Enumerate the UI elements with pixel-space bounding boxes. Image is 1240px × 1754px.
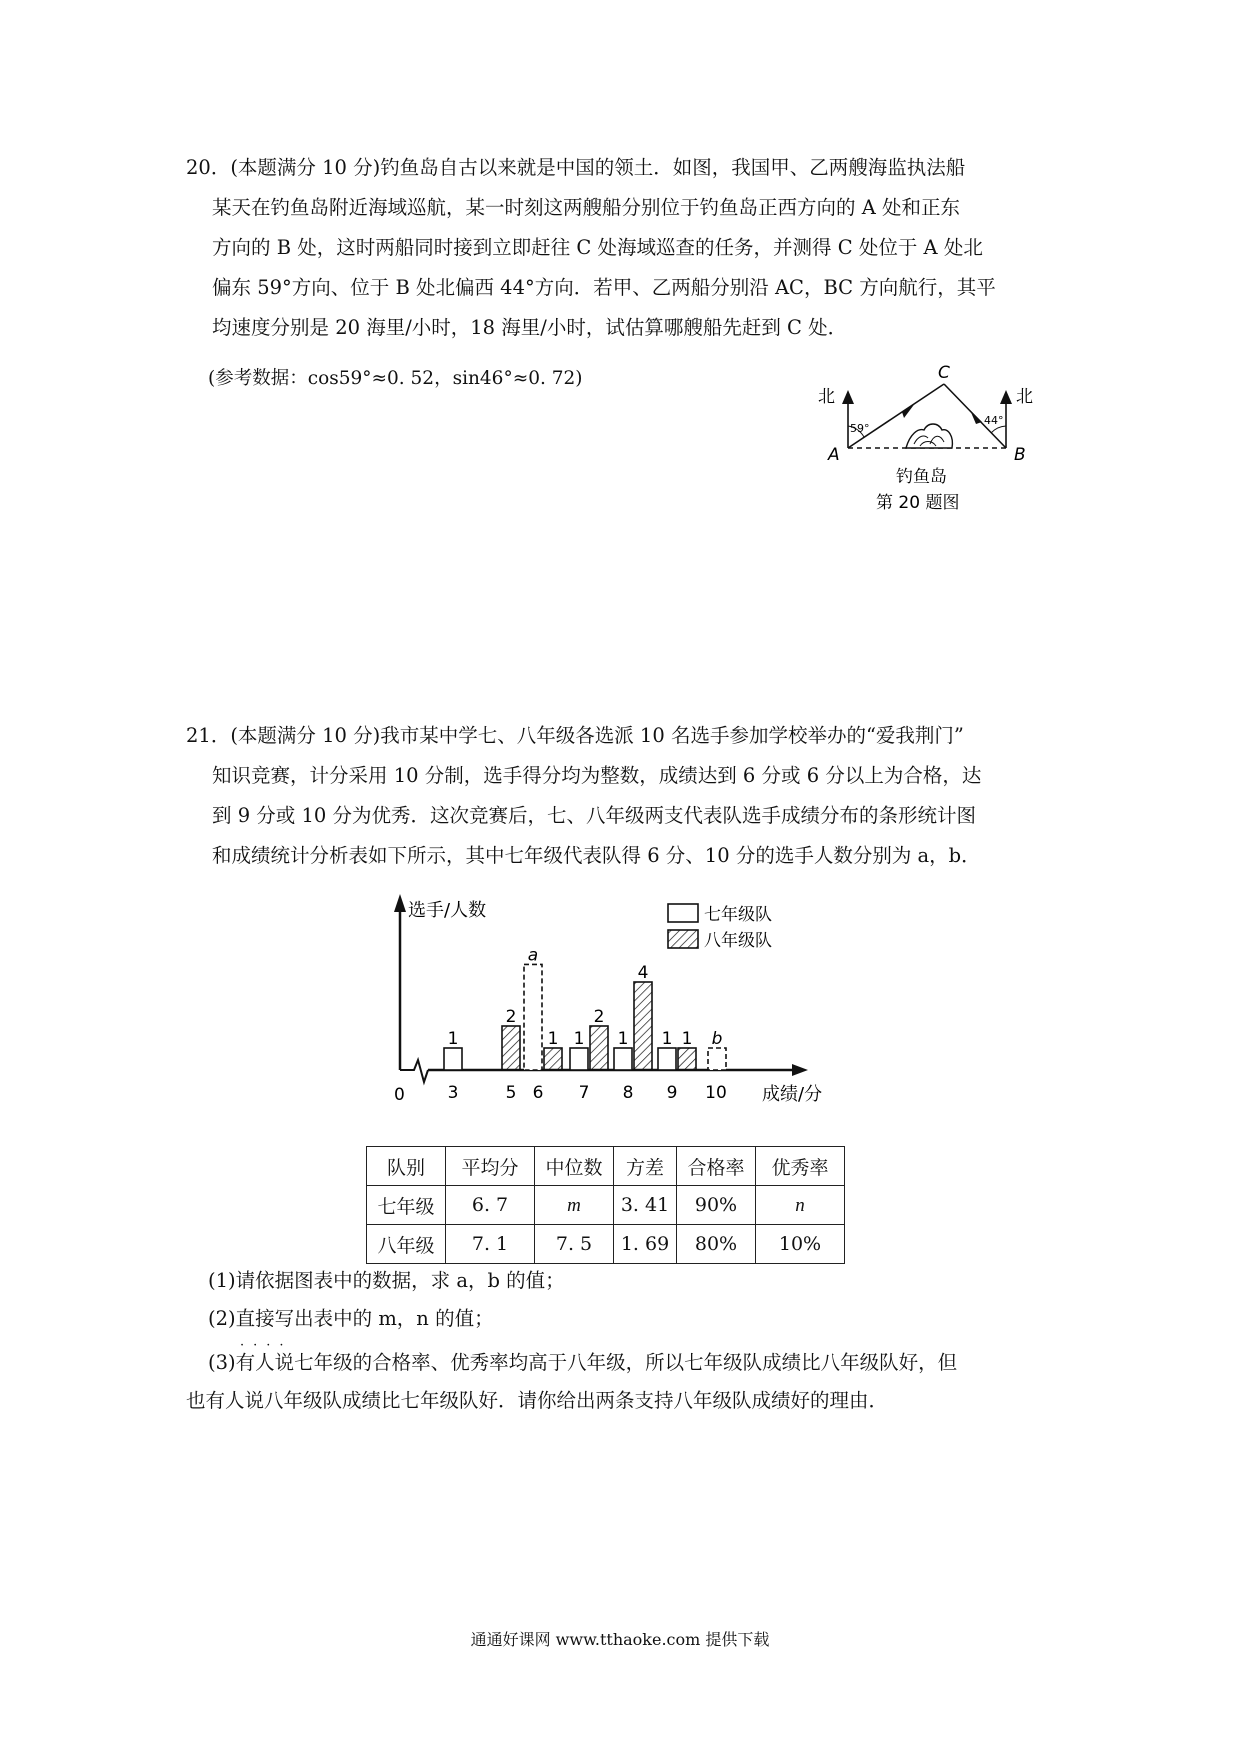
label-a: A	[828, 445, 840, 465]
bar-grade8-7	[590, 1026, 608, 1070]
table-header-cell: 队别	[367, 1147, 446, 1186]
label-b: B	[1014, 445, 1026, 465]
x-tick-label-3: 3	[447, 1083, 459, 1103]
table-cell: 10%	[756, 1225, 845, 1264]
data-label-grade7-7: 1	[573, 1029, 585, 1049]
table-header-cell: 平均分	[446, 1147, 535, 1186]
table-cell: 1. 69	[614, 1225, 677, 1264]
bar-grade8-8	[634, 982, 652, 1070]
data-label-grade8-6: 1	[547, 1029, 559, 1049]
north-label-left: 北	[818, 387, 835, 407]
x-tick-label-5: 5	[505, 1083, 517, 1103]
origin-label: 0	[394, 1085, 405, 1105]
bar-grade7-8	[614, 1048, 632, 1070]
q21-sub3-line-2: 也有人说八年级队成绩比七年级队好．请你给出两条支持八年级队成绩好的理由．	[186, 1389, 889, 1412]
grade-bar-chart	[380, 890, 840, 1120]
angle-arc-right	[991, 426, 1006, 433]
legend-swatch-grade7	[668, 904, 698, 922]
figure-caption: 第 20 题图	[876, 493, 960, 513]
north-label-right: 北	[1016, 387, 1033, 407]
bar-grade8-5	[502, 1026, 520, 1070]
legend-label-grade8: 八年级队	[704, 931, 772, 951]
legend-swatch-grade8	[668, 930, 698, 948]
y-axis-arrowhead	[394, 894, 406, 912]
bar-grade8-9	[678, 1048, 696, 1070]
q21-line-4: 和成绩统计分析表如下所示，其中七年级代表队得 6 分、10 分的选手人数分别为 a，b．	[212, 844, 981, 867]
bars-group	[444, 945, 727, 1103]
x-tick-label-6: 6	[532, 1083, 544, 1103]
bar-grade7-9	[658, 1048, 676, 1070]
data-label-grade8-5: 2	[505, 1007, 517, 1027]
x-tick-label-10: 10	[705, 1083, 727, 1103]
bar-grade8-6	[544, 1048, 562, 1070]
q21-line-3: 到 9 分或 10 分为优秀．这次竞赛后，七、八年级两支代表队选手成绩分布的条形统计图	[212, 804, 977, 827]
q21-sub3-line-1: (3)有人说七年级的合格率、优秀率均高于八年级，所以七年级队成绩比八年级队好，但	[208, 1351, 958, 1374]
table-header-cell: 中位数	[535, 1147, 614, 1186]
q20-reference-data: (参考数据：cos59°≈0. 52，sin46°≈0. 72)	[208, 368, 583, 389]
q21-line-1: 21．(本题满分 10 分)我市某中学七、八年级各选派 10 名选手参加学校举办的“爱我荆门”	[186, 724, 964, 747]
bc-direction-arrow	[970, 410, 982, 424]
data-label-grade7-3: 1	[447, 1029, 459, 1049]
table-cell-var: m	[567, 1194, 581, 1216]
angle-label-left: 59°	[850, 422, 870, 435]
data-label-grade7-10: b	[711, 1029, 723, 1049]
table-cell	[756, 1186, 845, 1225]
table-header-cell: 方差	[614, 1147, 677, 1186]
y-axis-label: 选手/人数	[408, 900, 487, 921]
q20-text	[186, 148, 996, 348]
x-axis-label: 成绩/分	[762, 1084, 823, 1105]
table-cell: 90%	[677, 1186, 756, 1225]
table-cell: 3. 41	[614, 1186, 677, 1225]
q20-line-4: 偏东 59°方向、位于 B 处北偏西 44°方向．若甲、乙两船分别沿 AC，BC 方向航行，其平	[212, 276, 996, 299]
table-cell	[535, 1186, 614, 1225]
table-row	[367, 1225, 845, 1264]
legend-label-grade7: 七年级队	[704, 905, 772, 925]
table-cell: 6. 7	[446, 1186, 535, 1225]
table-cell: 80%	[677, 1225, 756, 1264]
table-cell-var: n	[795, 1194, 805, 1216]
footer: 通通好课网 www.tthaoke.com 提供下载	[470, 1630, 770, 1649]
data-label-grade7-9: 1	[661, 1029, 673, 1049]
data-label-grade7-8: 1	[617, 1029, 629, 1049]
data-label-grade8-8: 4	[637, 963, 649, 983]
data-label-grade8-7: 2	[593, 1007, 605, 1027]
table-cell: 八年级	[367, 1225, 446, 1264]
data-label-grade7-6: a	[527, 945, 539, 966]
island-icon	[906, 424, 952, 448]
q21-sub1: (1)请依据图表中的数据，求 a，b 的值；	[208, 1269, 565, 1292]
q21-subquestions	[186, 1262, 958, 1420]
table-cell: 7. 1	[446, 1225, 535, 1264]
emphasis-dots: ····	[240, 1338, 293, 1353]
x-axis-arrowhead	[792, 1064, 808, 1076]
q20-line-3: 方向的 B 处，这时两船同时接到立即赶往 C 处海域巡查的任务，并测得 C 处位于 A 处北	[212, 236, 983, 259]
q20-line-2: 某天在钓鱼岛附近海域巡航，某一时刻这两艘船分别位于钓鱼岛正西方向的 A 处和正东	[212, 196, 960, 219]
x-tick-label-8: 8	[622, 1083, 634, 1103]
data-label-grade8-9: 1	[681, 1029, 693, 1049]
q21-text	[186, 716, 981, 876]
bar-grade7-3	[444, 1048, 462, 1070]
table-header-cell: 优秀率	[756, 1147, 845, 1186]
island-label: 钓鱼岛	[896, 467, 947, 487]
table-header-cell: 合格率	[677, 1147, 756, 1186]
bar-grade7-6	[524, 964, 542, 1070]
table-cell: 七年级	[367, 1186, 446, 1225]
q20-figure	[806, 364, 1046, 524]
north-arrowhead-right	[1000, 390, 1012, 404]
north-arrowhead-left	[842, 390, 854, 404]
q21-sub2: (2)直接写出表中的 m，n 的值；	[208, 1307, 494, 1330]
angle-label-right: 44°	[984, 414, 1004, 427]
label-c: C	[938, 364, 950, 383]
x-axis-break	[400, 1060, 428, 1082]
q20-line-1: 20．(本题满分 10 分)钓鱼岛自古以来就是中国的领土．如图，我国甲、乙两艘海监执法船	[186, 156, 966, 179]
table-cell: 7. 5	[535, 1225, 614, 1264]
stats-table	[366, 1146, 845, 1264]
bar-grade7-7	[570, 1048, 588, 1070]
q21-line-2: 知识竞赛，计分采用 10 分制，选手得分均为整数，成绩达到 6 分或 6 分以上为合格，达	[212, 764, 982, 787]
table-row	[367, 1186, 845, 1225]
bar-grade7-10	[708, 1048, 726, 1070]
x-tick-label-9: 9	[666, 1083, 678, 1103]
x-tick-label-7: 7	[578, 1083, 590, 1103]
table-header-row	[367, 1147, 845, 1186]
q20-line-5: 均速度分别是 20 海里/小时，18 海里/小时，试估算哪艘船先赶到 C 处．	[212, 316, 848, 339]
